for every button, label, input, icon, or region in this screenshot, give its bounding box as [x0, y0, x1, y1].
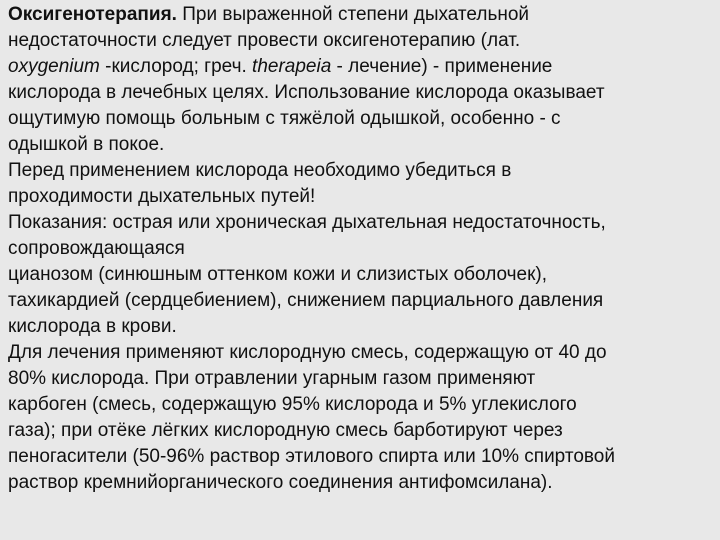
- text-line: газа); при отёке лёгких кислородную смесь барботируют через: [8, 420, 563, 441]
- text-line: карбоген (смесь, содержащую 95% кислорода и 5% углекислого: [8, 394, 577, 415]
- text-line: кислорода в лечебных целях. Использование кислорода оказывает: [8, 82, 605, 103]
- text-line: [8, 54, 716, 80]
- text-line: Для лечения применяют кислородную смесь, содержащую от 40 до: [8, 342, 607, 363]
- text-line: цианозом (синюшным оттенком кожи и слизистых оболочек),: [8, 264, 548, 285]
- text-line: ощутимую помощь больным с тяжёлой одышкой, особенно - с: [8, 108, 561, 129]
- text-line: Перед применением кислорода необходимо убедиться в: [8, 160, 512, 181]
- text-fragment: - лечение) - применение: [331, 56, 553, 77]
- text-line: тахикардией (сердцебиением), снижением парциального давления: [8, 290, 604, 311]
- text-fragment: При выраженной степени дыхательной: [176, 4, 530, 25]
- text-line: недостаточности следует провести оксигенотерапию (лат.: [8, 30, 521, 51]
- text-line: одышкой в покое.: [8, 134, 165, 155]
- document-body: [8, 2, 716, 496]
- text-line: пеногасители (50-96% раствор этилового спирта или 10% спиртовой: [8, 446, 615, 467]
- text-line: 80% кислорода. При отравлении угарным газом применяют: [8, 368, 536, 389]
- latin-term: oxygenium: [8, 56, 100, 77]
- text-line: проходимости дыхательных путей!: [8, 186, 316, 207]
- text-line: раствор кремнийорганического соединения антифомсилана).: [8, 472, 553, 493]
- text-line: [8, 2, 716, 28]
- text-line: кислорода в крови.: [8, 316, 177, 337]
- text-line: сопровождающаяся: [8, 238, 185, 259]
- text-fragment: -кислород; греч.: [99, 56, 253, 77]
- term-heading: Оксигенотерапия.: [8, 4, 177, 25]
- text-line: Показания: острая или хроническая дыхательная недостаточность,: [8, 212, 606, 233]
- greek-term: therapeia: [252, 56, 332, 77]
